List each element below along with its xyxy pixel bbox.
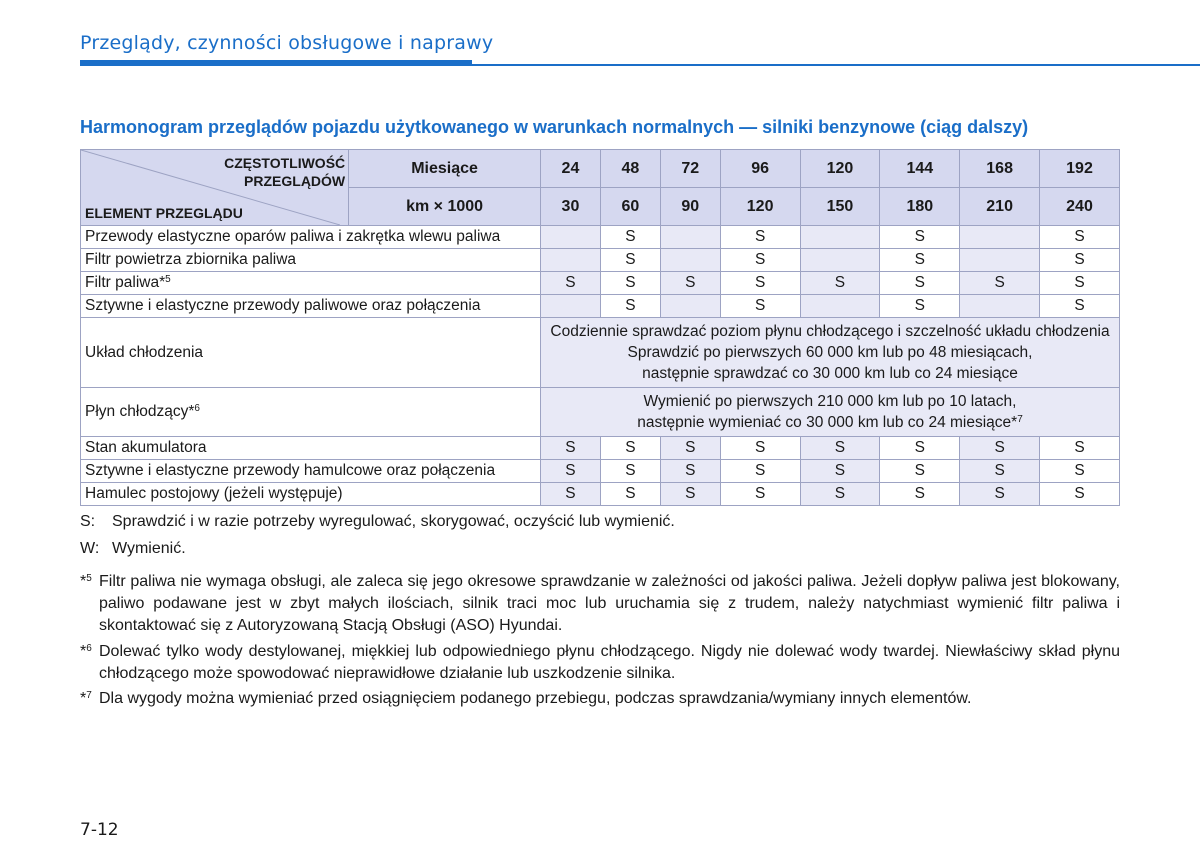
footnote-marker: 7: [1017, 414, 1023, 425]
legend-key: W:: [80, 540, 100, 557]
schedule-cell: S: [660, 460, 720, 483]
schedule-cell: S: [720, 460, 800, 483]
item-label-cell: [81, 437, 541, 460]
schedule-note-line: [545, 363, 1115, 384]
month-header-cell: 96: [720, 150, 800, 188]
km-header-cell: 150: [800, 188, 880, 226]
schedule-cell: S: [800, 460, 880, 483]
schedule-cell: S: [660, 272, 720, 295]
schedule-note-text: Wymienić po pierwszych 210 000 km lub po 10 latach,: [643, 393, 1017, 410]
schedule-cell: S: [1040, 249, 1120, 272]
schedule-note-line: [545, 321, 1115, 342]
item-label: Filtr paliwa*: [85, 274, 166, 291]
table-row: [81, 483, 1120, 506]
schedule-cell: S: [600, 226, 660, 249]
schedule-cell: S: [600, 295, 660, 318]
legend-item: [80, 540, 186, 558]
footnote-text: Filtr paliwa nie wymaga obsługi, ale zaleca się jego okresowe sprawdzanie w zależności od jakości paliwa. Jeżeli dopływ paliwa jest blokowany, paliwo podawane jest w zbyt małych ilościach, silnik traci moc lub uruchamia się z trudem, należy natychmiast wymienić filtr paliwa i skontaktować się z Autoryzowaną Stacją Obsługi (ASO) Hyundai.: [99, 573, 1120, 634]
schedule-cell: S: [960, 272, 1040, 295]
frequency-label-line2: PRZEGLĄDÓW: [244, 173, 346, 189]
table-row: [81, 388, 1120, 437]
item-label-cell: [81, 318, 541, 388]
legend-key: S:: [80, 513, 96, 530]
table-row: [81, 318, 1120, 388]
footnote-key: *$^5$: [80, 573, 92, 590]
schedule-cell: S: [600, 249, 660, 272]
schedule-cell: S: [600, 437, 660, 460]
schedule-cell: S: [660, 483, 720, 506]
km-label: km × 1000: [349, 188, 541, 226]
schedule-cell: S: [880, 249, 960, 272]
schedule-cell: S: [880, 226, 960, 249]
table-row: [81, 460, 1120, 483]
schedule-cell: S: [720, 483, 800, 506]
km-header-cell: 30: [541, 188, 601, 226]
schedule-cell: [660, 226, 720, 249]
schedule-cell: S: [960, 437, 1040, 460]
table-corner-cell: [81, 150, 349, 226]
maintenance-schedule-table: [80, 149, 1120, 506]
table-row: [81, 226, 1120, 249]
footnote: [80, 571, 1120, 637]
footnote: [80, 688, 1120, 710]
legend-item: [80, 513, 675, 531]
legend-text: Wymienić.: [112, 540, 186, 557]
month-header-cell: 72: [660, 150, 720, 188]
item-label: Stan akumulatora: [85, 439, 207, 456]
schedule-cell: S: [800, 272, 880, 295]
schedule-cell: [660, 249, 720, 272]
footnote-marker: 6: [194, 403, 200, 414]
table-row: [81, 295, 1120, 318]
schedule-note-line: [545, 342, 1115, 363]
item-label: Płyn chłodzący*: [85, 403, 195, 420]
schedule-note-cell: [541, 388, 1120, 437]
schedule-cell: S: [880, 460, 960, 483]
item-label-cell: [81, 388, 541, 437]
item-label-cell: [81, 295, 541, 318]
schedule-cell: S: [880, 272, 960, 295]
item-label-cell: [81, 483, 541, 506]
schedule-cell: S: [720, 437, 800, 460]
months-label: Miesiące: [349, 150, 541, 188]
month-header-cell: 24: [541, 150, 601, 188]
page-number: 7-12: [80, 820, 119, 840]
schedule-cell: [960, 295, 1040, 318]
schedule-cell: [960, 249, 1040, 272]
schedule-note-line: [545, 412, 1115, 433]
item-label-cell: [81, 272, 541, 295]
header-rule: [80, 64, 1200, 66]
item-label-cell: [81, 460, 541, 483]
schedule-note-cell: [541, 318, 1120, 388]
month-header-cell: 168: [960, 150, 1040, 188]
schedule-cell: S: [1040, 460, 1120, 483]
schedule-cell: S: [960, 460, 1040, 483]
element-label: ELEMENT PRZEGLĄDU: [85, 205, 243, 221]
table-row: [81, 249, 1120, 272]
schedule-cell: S: [880, 295, 960, 318]
schedule-cell: S: [1040, 272, 1120, 295]
schedule-note-text: Codziennie sprawdzać poziom płynu chłodzącego i szczelność układu chłodzenia: [550, 323, 1110, 340]
km-header-cell: 180: [880, 188, 960, 226]
legend-text: Sprawdzić i w razie potrzeby wyregulować, skorygować, oczyścić lub wymienić.: [112, 513, 675, 530]
schedule-cell: S: [720, 249, 800, 272]
schedule-cell: S: [800, 437, 880, 460]
schedule-cell: S: [600, 460, 660, 483]
schedule-cell: S: [600, 483, 660, 506]
km-header-cell: 90: [660, 188, 720, 226]
schedule-cell: S: [880, 437, 960, 460]
chapter-title: Przeglądy, czynności obsługowe i naprawy: [80, 32, 494, 54]
schedule-cell: [800, 295, 880, 318]
schedule-cell: [800, 249, 880, 272]
month-header-cell: 48: [600, 150, 660, 188]
km-header-cell: 240: [1040, 188, 1120, 226]
schedule-cell: [800, 226, 880, 249]
frequency-label-line1: CZĘSTOTLIWOŚĆ: [224, 155, 346, 171]
month-header-cell: 192: [1040, 150, 1120, 188]
frequency-label: [224, 154, 345, 190]
schedule-cell: [541, 295, 601, 318]
table-row: [81, 272, 1120, 295]
item-label: Hamulec postojowy (jeżeli występuje): [85, 485, 343, 502]
item-label: Sztywne i elastyczne przewody paliwowe oraz połączenia: [85, 297, 481, 314]
schedule-cell: [541, 249, 601, 272]
schedule-cell: S: [660, 437, 720, 460]
item-label: Sztywne i elastyczne przewody hamulcowe oraz połączenia: [85, 462, 496, 479]
schedule-cell: S: [720, 226, 800, 249]
footnote-text: Dolewać tylko wody destylowanej, miękkiej lub odpowiedniego płynu chłodzącego. Nigdy nie dolewać wody twardej. Niewłaściwy skład płynu chłodzącego może spowodować nieprawidłowe działanie lub uszkodzenie silnika.: [99, 643, 1120, 682]
schedule-body: [81, 150, 1120, 506]
footnote-key: *$^7$: [80, 690, 92, 707]
schedule-cell: S: [541, 437, 601, 460]
schedule-cell: S: [1040, 483, 1120, 506]
item-label-cell: [81, 226, 541, 249]
schedule-note-line: [545, 391, 1115, 412]
schedule-note-text: następnie sprawdzać co 30 000 km lub co 24 miesiące: [642, 365, 1018, 382]
schedule-cell: S: [541, 460, 601, 483]
item-label: Filtr powietrza zbiornika paliwa: [85, 251, 297, 268]
km-header-cell: 120: [720, 188, 800, 226]
schedule-cell: S: [960, 483, 1040, 506]
schedule-cell: S: [720, 272, 800, 295]
table-row: [81, 437, 1120, 460]
schedule-note-text: Sprawdzić po pierwszych 60 000 km lub po 48 miesiącach,: [627, 344, 1033, 361]
schedule-cell: S: [1040, 295, 1120, 318]
table-title: Harmonogram przeglądów pojazdu użytkowanego w warunkach normalnych — silniki benzynowe (ciąg dalszy): [80, 117, 1029, 137]
schedule-cell: S: [800, 483, 880, 506]
item-label: Układ chłodzenia: [85, 343, 204, 361]
footnote-key: *$^6$: [80, 643, 92, 660]
footnote-mark: 5: [86, 573, 92, 584]
schedule-cell: S: [600, 272, 660, 295]
footnote-text: Dla wygody można wymieniać przed osiągnięciem podanego przebiegu, podczas sprawdzania/wymiany innych elementów.: [99, 690, 972, 707]
months-header-row: [81, 150, 1120, 188]
month-header-cell: 120: [800, 150, 880, 188]
footnote-mark: 6: [86, 643, 92, 654]
schedule-cell: S: [541, 272, 601, 295]
item-label-cell: [81, 249, 541, 272]
schedule-cell: S: [541, 483, 601, 506]
schedule-cell: S: [1040, 226, 1120, 249]
footnote: [80, 641, 1120, 685]
schedule-note-text: następnie wymieniać co 30 000 km lub co 24 miesiące*: [637, 414, 1018, 431]
schedule-cell: S: [880, 483, 960, 506]
footnote-marker: 5: [165, 274, 171, 285]
schedule-cell: S: [720, 295, 800, 318]
km-header-cell: 60: [600, 188, 660, 226]
schedule-cell: [541, 226, 601, 249]
schedule-cell: [660, 295, 720, 318]
schedule-cell: S: [1040, 437, 1120, 460]
schedule-cell: [960, 226, 1040, 249]
item-label: Przewody elastyczne oparów paliwa i zakrętka wlewu paliwa: [85, 228, 501, 245]
footnote-mark: 7: [86, 690, 92, 701]
month-header-cell: 144: [880, 150, 960, 188]
km-header-cell: 210: [960, 188, 1040, 226]
